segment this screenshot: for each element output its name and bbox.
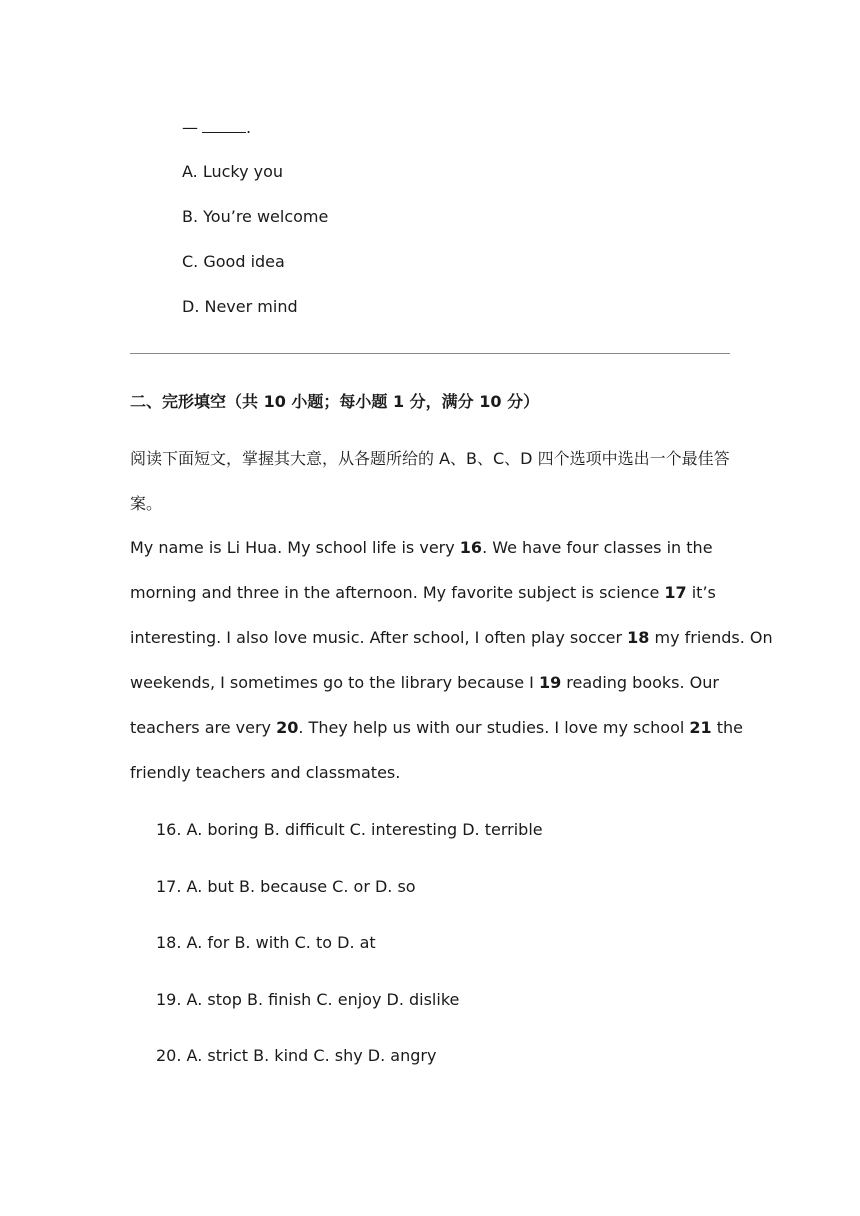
passage-text: reading books. Our xyxy=(561,673,719,692)
option-c: C. Good idea xyxy=(182,252,285,271)
passage-text: . We have four classes in the xyxy=(482,538,713,557)
instruction-line-2: 案。 xyxy=(130,494,163,513)
stem-period: . xyxy=(246,118,252,137)
passage-text: weekends, I sometimes go to the library because I xyxy=(130,673,539,692)
passage-line-3 xyxy=(130,628,773,648)
blank-number-21: 21 xyxy=(689,718,712,737)
passage-line-1 xyxy=(130,538,713,558)
passage-text: my friends. On xyxy=(649,628,773,647)
blank-number-16: 16 xyxy=(459,538,483,557)
question-17: 17. A. but B. because C. or D. so xyxy=(156,877,416,896)
passage-text: the xyxy=(711,718,743,737)
question-16: 16. A. boring B. difficult C. interesting D. terrible xyxy=(156,820,543,839)
section-divider xyxy=(130,353,730,354)
passage-text: interesting. I also love music. After school, I often play soccer xyxy=(130,628,628,647)
instruction-line-1: 阅读下面短文，掌握其大意，从各题所给的 A、B、C、D 四个选项中选出一个最佳答 xyxy=(130,449,730,468)
passage-text: teachers are very xyxy=(130,718,277,737)
question-stem xyxy=(182,118,251,138)
option-b: B. You’re welcome xyxy=(182,207,329,226)
option-a: A. Lucky you xyxy=(182,162,284,181)
passage-line-2 xyxy=(130,583,716,603)
passage-text: . They help us with our studies. I love my school xyxy=(298,718,690,737)
passage-text: it’s xyxy=(686,583,716,602)
option-d: D. Never mind xyxy=(182,297,298,316)
question-19: 19. A. stop B. finish C. enjoy D. dislike xyxy=(156,990,460,1009)
passage-line-6: friendly teachers and classmates. xyxy=(130,763,401,782)
passage-text: My name is Li Hua. My school life is very xyxy=(130,538,460,557)
answer-blank xyxy=(202,118,246,133)
blank-number-18: 18 xyxy=(627,628,650,647)
blank-number-20: 20 xyxy=(276,718,299,737)
blank-number-17: 17 xyxy=(664,583,687,602)
passage-text: morning and three in the afternoon. My favorite subject is science xyxy=(130,583,665,602)
section-heading: 二、完形填空（共 10 小题；每小题 1 分，满分 10 分） xyxy=(130,392,540,411)
blank-number-19: 19 xyxy=(538,673,562,692)
question-18: 18. A. for B. with C. to D. at xyxy=(156,933,376,952)
question-20: 20. A. strict B. kind C. shy D. angry xyxy=(156,1046,437,1065)
dash: — xyxy=(182,118,198,137)
passage-line-5 xyxy=(130,718,743,738)
passage-line-4 xyxy=(130,673,719,693)
